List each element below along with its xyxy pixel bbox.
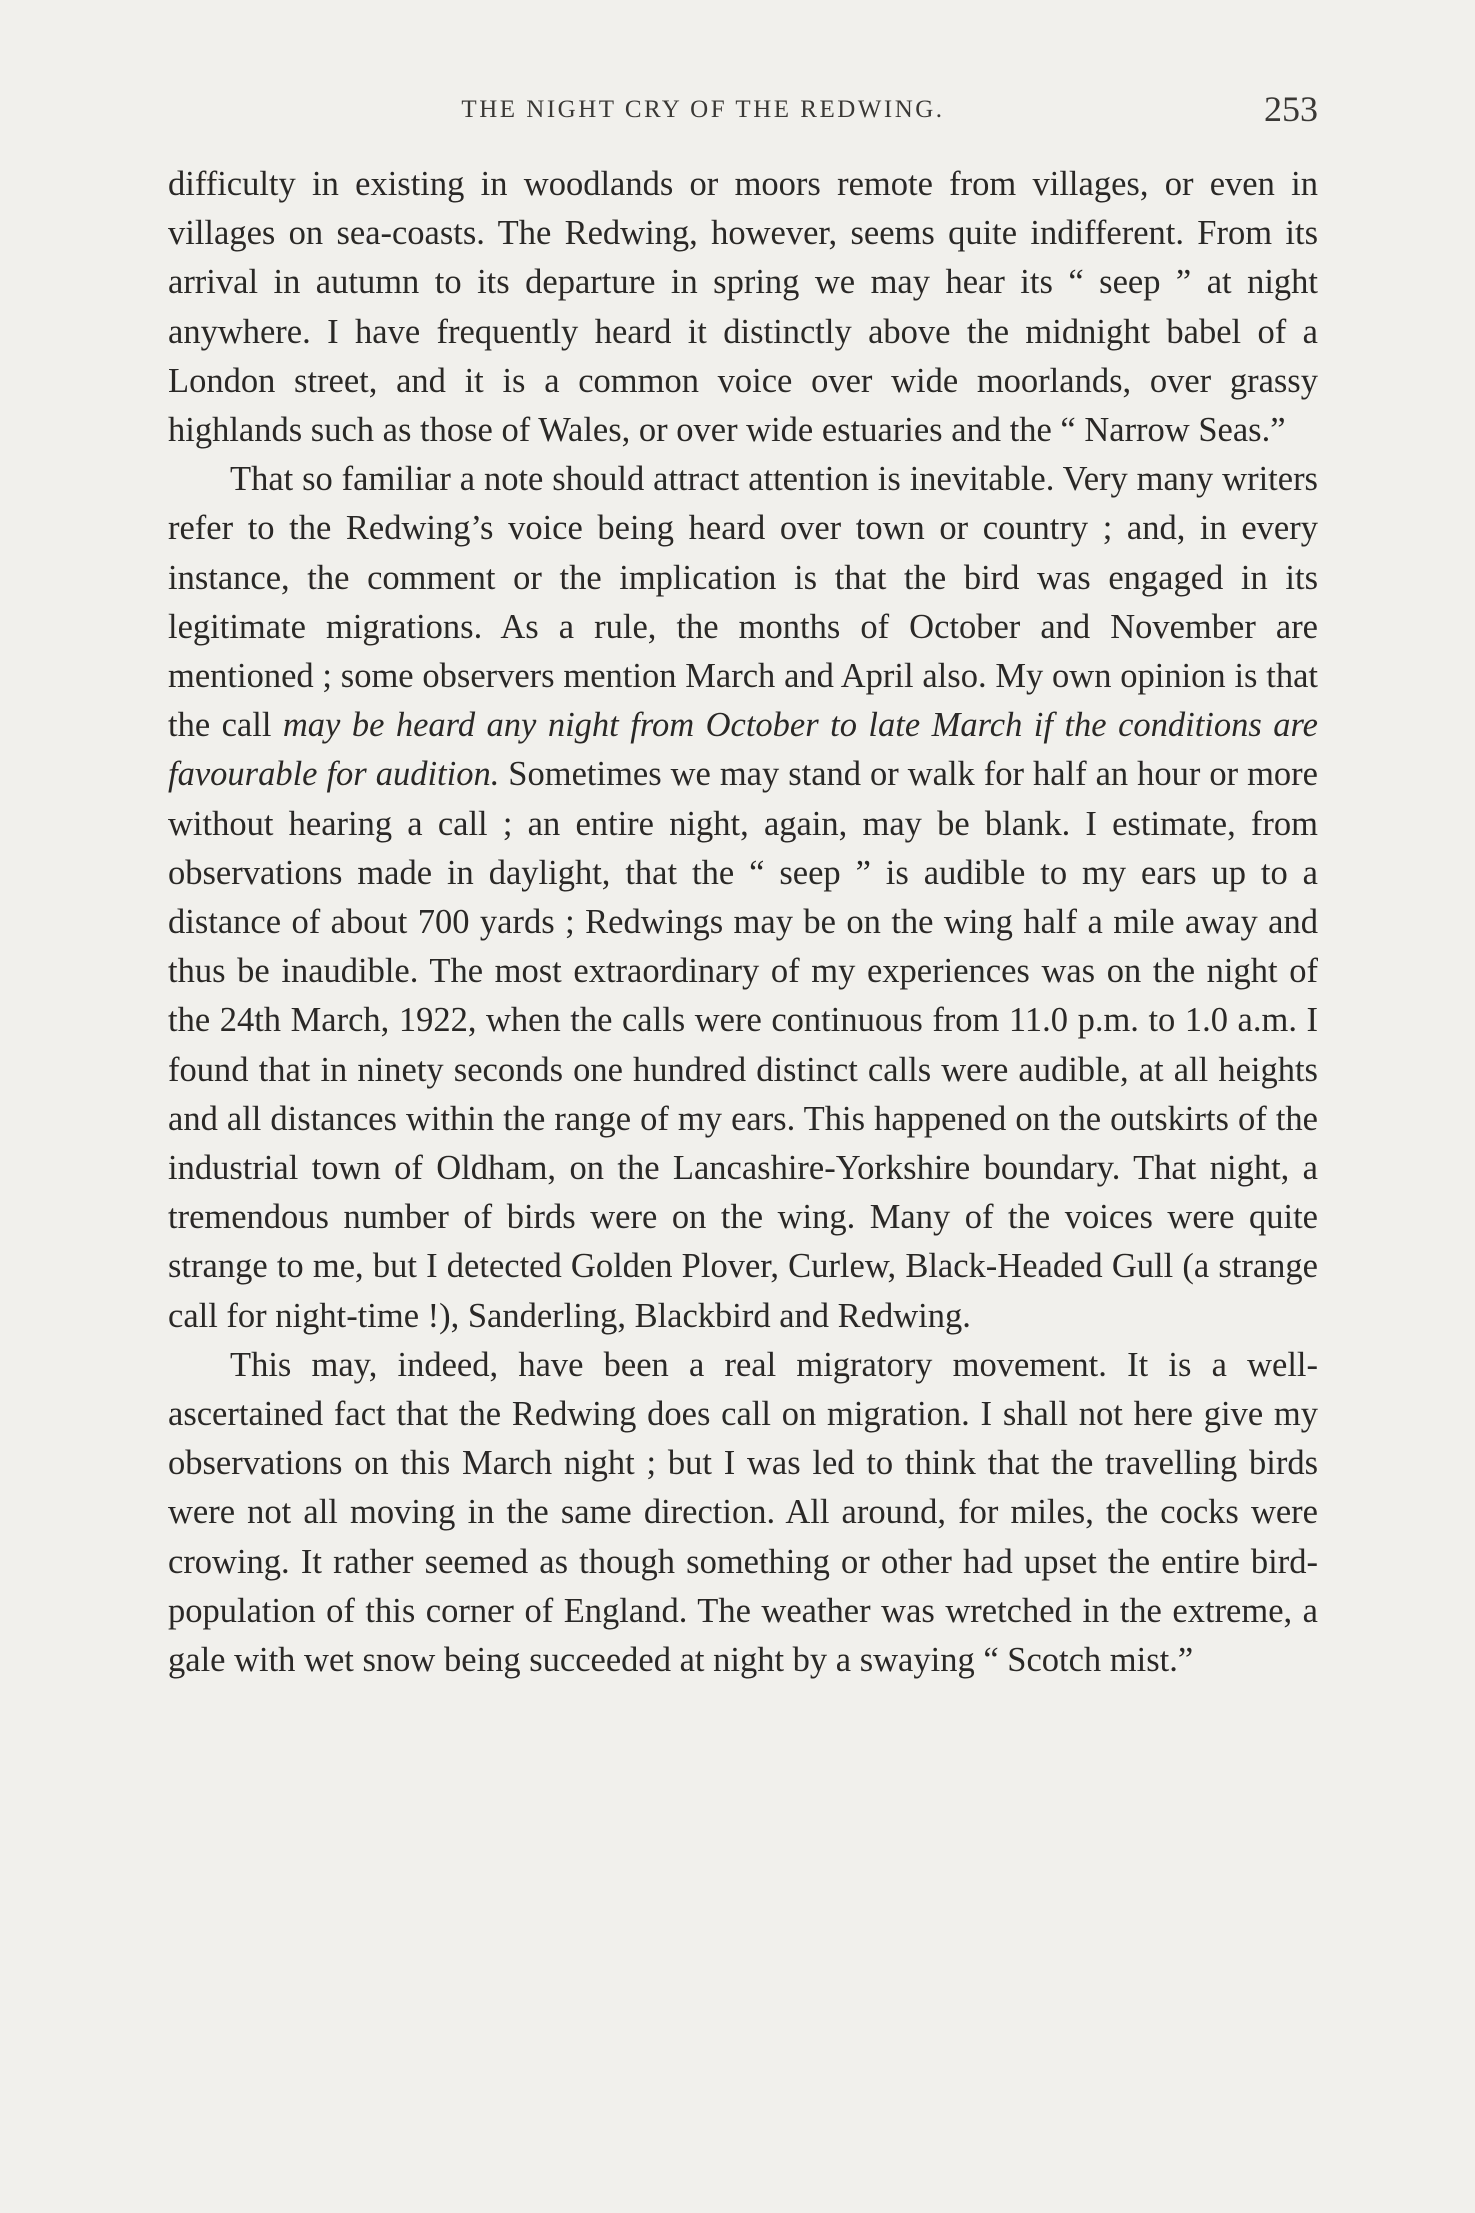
paragraph-3: This may, indeed, have been a real migratory movement. It is a well-ascertained fact that the Redwing does call on migration. I shall not here give my observations on this March night ; but I was led to think that the travelling birds were not all moving in the same direction. All around, for miles, the cocks were crowing. It rather seemed as though something or other had upset the entire bird-population of this corner of England. The weather was wretched in the extreme, a gale with wet snow being succeeded at night by a swaying “ Scotch mist.” [168,1345,1318,1680]
running-title: THE NIGHT CRY OF THE REDWING. [461,96,945,123]
body-text [168,160,1318,1685]
page-number: 253 [1264,89,1318,129]
paragraph-1: difficulty in existing in woodlands or moors remote from villages, or even in villages on sea-coasts. The Redwing, however, seems quite indifferent. From its arrival in autumn to its departure in spring we may hear its “ seep ” at night anywhere. I have frequently heard it distinctly above the midnight babel of a London street, and it is a common voice over wide moorlands, over grassy highlands such as those of Wales, or over wide estuaries and the “ Narrow Seas.” [168,165,1318,450]
paragraph-2-text-before: That so familiar a note should attract attention is inevitable. Very many writers refer to the Redwing’s voice being heard over town or country ; and, in every instance, the comment or the implication is that the bird was engaged in its legitimate migrations. As a rule, the months of October and November are mentioned ; some observers mention March and April also. My own opinion is that the call [168,460,1318,745]
paragraph-2-italic-text: may be heard any night from October to late March if the conditions are favourable for audition. [168,706,1318,794]
paragraph-2 [168,455,1318,1341]
paragraph-2-text-after: Sometimes we may stand or walk for half an hour or more without hearing a call ; an entire night, again, may be blank. I estimate, from observations made in daylight, that the “ seep ” is audible to my ears up to a distance of about 700 yards ; Redwings may be on the wing half a mile away and thus be inaudible. The most extraordinary of my experiences was on the night of the 24th March, 1922, when the calls were continuous from 11.0 p.m. to 1.0 a.m. I found that in ninety seconds one hundred distinct calls were audible, at all heights and all distances within the range of my ears. This happened on the outskirts of the industrial town of Oldham, on the Lancashire-Yorkshire boundary. That night, a tremendous number of birds were on the wing. Many of the voices were quite strange to me, but I detected Golden Plover, Curlew, Black-Headed Gull (a strange call for night-time !), Sanderling, Blackbird and Redwing. [168,755,1318,1335]
running-head [168,88,1318,138]
